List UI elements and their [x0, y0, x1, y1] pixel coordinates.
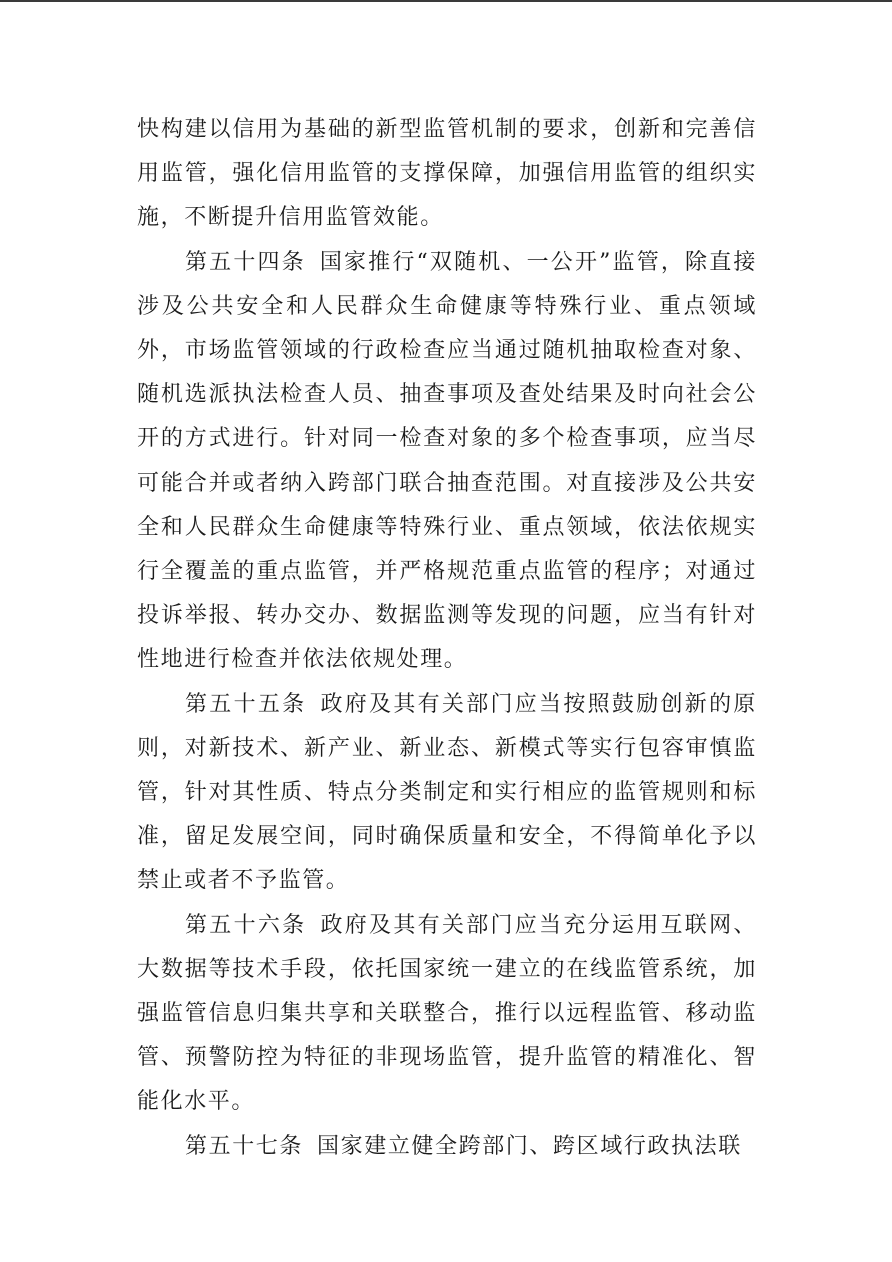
- paragraph-text: 快构建以信用为基础的新型监管机制的要求，创新和完善信用监管，强化信用监管的支撑保障，加强信用监管的组织实施，不断提升信用监管效能。: [137, 117, 757, 231]
- article-text: 国家推行“双随机、一公开”监管，除直接涉及公共安全和人民群众生命健康等特殊行业、重点领域外，市场监管领域的行政检查应当通过随机抽取检查对象、随机选派执法检查人员、抽查事项及查处结果及时向社会公开的方式进行。针对同一检查对象的多个检查事项，应当尽可能合并或者纳入跨部门联合抽查范围。对直接涉及公共安全和人民群众生命健康等特殊行业、重点领域，依法依规实行全覆盖的重点监管，并严格规范重点监管的程序；对通过投诉举报、转办交办、数据监测等发现的问题，应当有针对性地进行检查并依法依规处理。: [137, 249, 757, 673]
- article-57: [137, 1125, 757, 1169]
- document-page-body: [137, 108, 757, 1169]
- article-text: 政府及其有关部门应当按照鼓励创新的原则，对新技术、新产业、新业态、新模式等实行包容审慎监管，针对其性质、特点分类制定和实行相应的监管规则和标准，留足发展空间，同时确保质量和安全，不得简单化予以禁止或者不予监管。: [137, 691, 757, 894]
- page-top-border: [0, 0, 892, 2]
- article-number: 第五十五条: [185, 691, 307, 717]
- article-text: 政府及其有关部门应当充分运用互联网、大数据等技术手段，依托国家统一建立的在线监管系统，加强监管信息归集共享和关联整合，推行以远程监管、移动监管、预警防控为特征的非现场监管，提升监管的精准化、智能化水平。: [137, 912, 757, 1115]
- article-55: [137, 683, 757, 904]
- article-number: 第五十四条: [185, 249, 306, 275]
- article-number: 第五十七条: [185, 1133, 304, 1159]
- article-54: [137, 241, 757, 683]
- article-number: 第五十六条: [185, 912, 307, 938]
- paragraph-continued: [137, 108, 757, 241]
- article-56: [137, 904, 757, 1125]
- article-text: 国家建立健全跨部门、跨区域行政执法联: [317, 1133, 742, 1159]
